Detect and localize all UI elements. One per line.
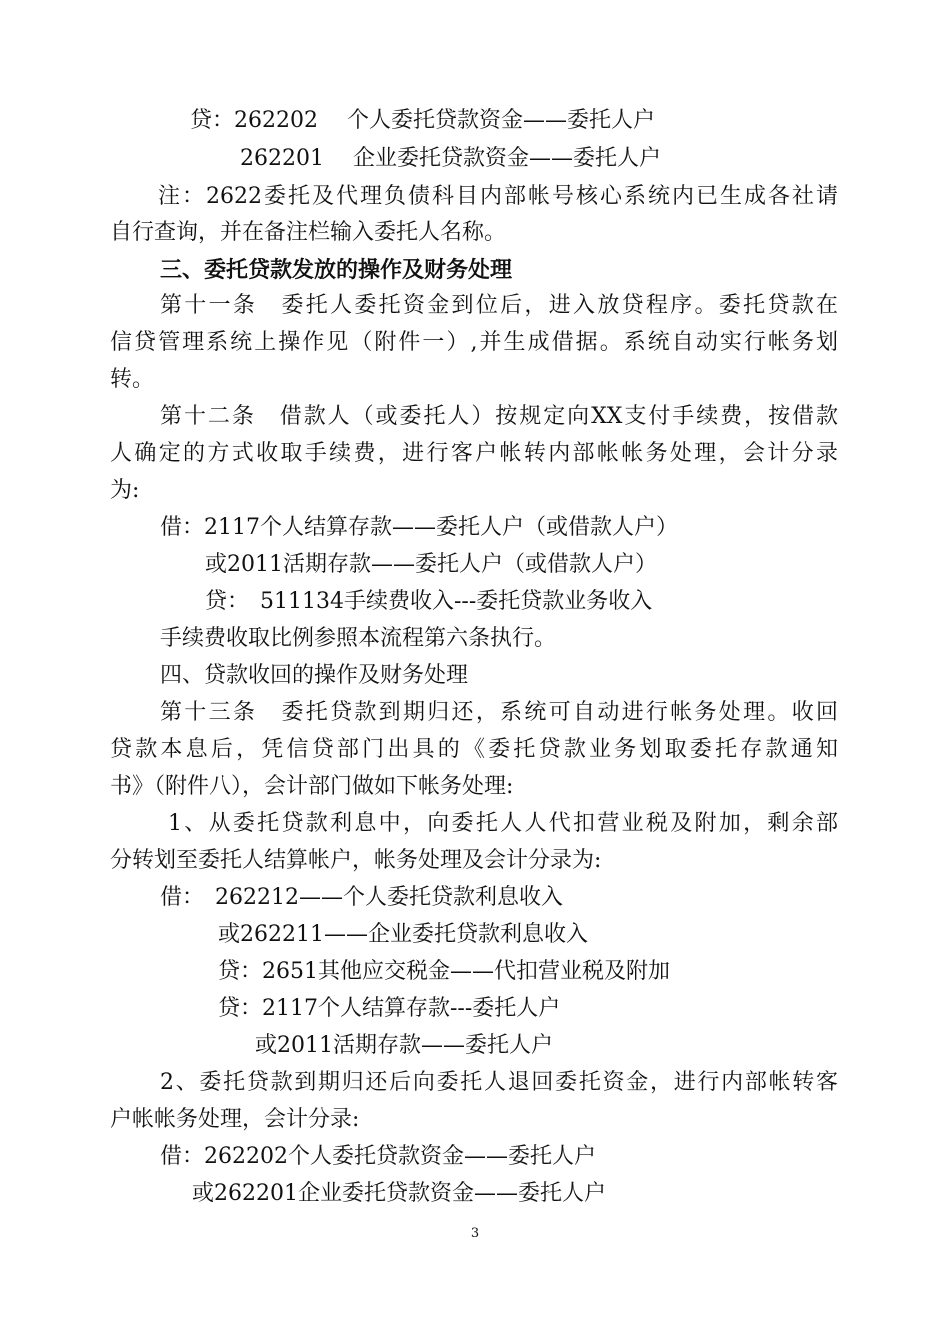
text-line: 书》（附件八），会计部门做如下帐务处理: xyxy=(110,774,514,799)
text-line: 2、委托贷款到期归还后向委托人退回委托资金，进行内部帐转客 xyxy=(160,1070,838,1095)
text-line: 贷款本息后，凭信贷部门出具的《委托贷款业务划取委托存款通知 xyxy=(110,737,838,762)
text-line: 借：2117个人结算存款——委托人户（或借款人户） xyxy=(160,515,678,540)
text-line: 或262201企业委托贷款资金——委托人户 xyxy=(192,1181,606,1206)
text-line: 第十一条 委托人委托资金到位后，进入放贷程序。委托贷款在 xyxy=(160,293,838,318)
text-line: 贷： 511134手续费收入---委托贷款业务收入 xyxy=(205,589,653,614)
text-line: 转。 xyxy=(110,367,155,392)
text-line: 户帐帐务处理，会计分录: xyxy=(110,1107,360,1132)
text-line: 贷：2651其他应交税金——代扣营业税及附加 xyxy=(218,959,670,984)
text-line: 贷：2117个人结算存款---委托人户 xyxy=(218,996,561,1021)
text-line: 人确定的方式收取手续费，进行客户帐转内部帐帐务处理，会计分录 xyxy=(110,441,838,466)
text-line: 262201 企业委托贷款资金——委托人户 xyxy=(240,146,661,171)
text-line: 为: xyxy=(110,478,140,503)
text-line: 或262211——企业委托贷款利息收入 xyxy=(218,922,588,947)
text-line: 分转划至委托人结算帐户，帐务处理及会计分录为: xyxy=(110,848,602,873)
text-line: 手续费收取比例参照本流程第六条执行。 xyxy=(160,626,557,651)
section-heading: 三、委托贷款发放的操作及财务处理 xyxy=(160,257,513,283)
section-heading: 四、贷款收回的操作及财务处理 xyxy=(160,663,469,688)
page-number: 3 xyxy=(470,1226,480,1241)
text-line: 注：2622委托及代理负债科目内部帐号核心系统内已生成各社请 xyxy=(158,184,838,209)
text-line: 借： 262212——个人委托贷款利息收入 xyxy=(160,885,563,910)
text-line: 借：262202个人委托贷款资金——委托人户 xyxy=(160,1144,596,1169)
text-line: 1、从委托贷款利息中，向委托人人代扣营业税及附加，剩余部 xyxy=(168,811,838,836)
text-line: 贷：262202 个人委托贷款资金——委托人户 xyxy=(190,108,655,133)
text-line: 或2011活期存款——委托人户 xyxy=(255,1033,553,1058)
text-line: 自行查询，并在备注栏输入委托人名称。 xyxy=(110,220,507,245)
text-line: 第十三条 委托贷款到期归还，系统可自动进行帐务处理。收回 xyxy=(160,700,838,725)
text-line: 信贷管理系统上操作见（附件一）,并生成借据。系统自动实行帐务划 xyxy=(110,330,838,355)
text-line: 第十二条 借款人（或委托人）按规定向XX支付手续费，按借款 xyxy=(160,404,838,429)
text-line: 或2011活期存款——委托人户（或借款人户） xyxy=(205,552,657,577)
